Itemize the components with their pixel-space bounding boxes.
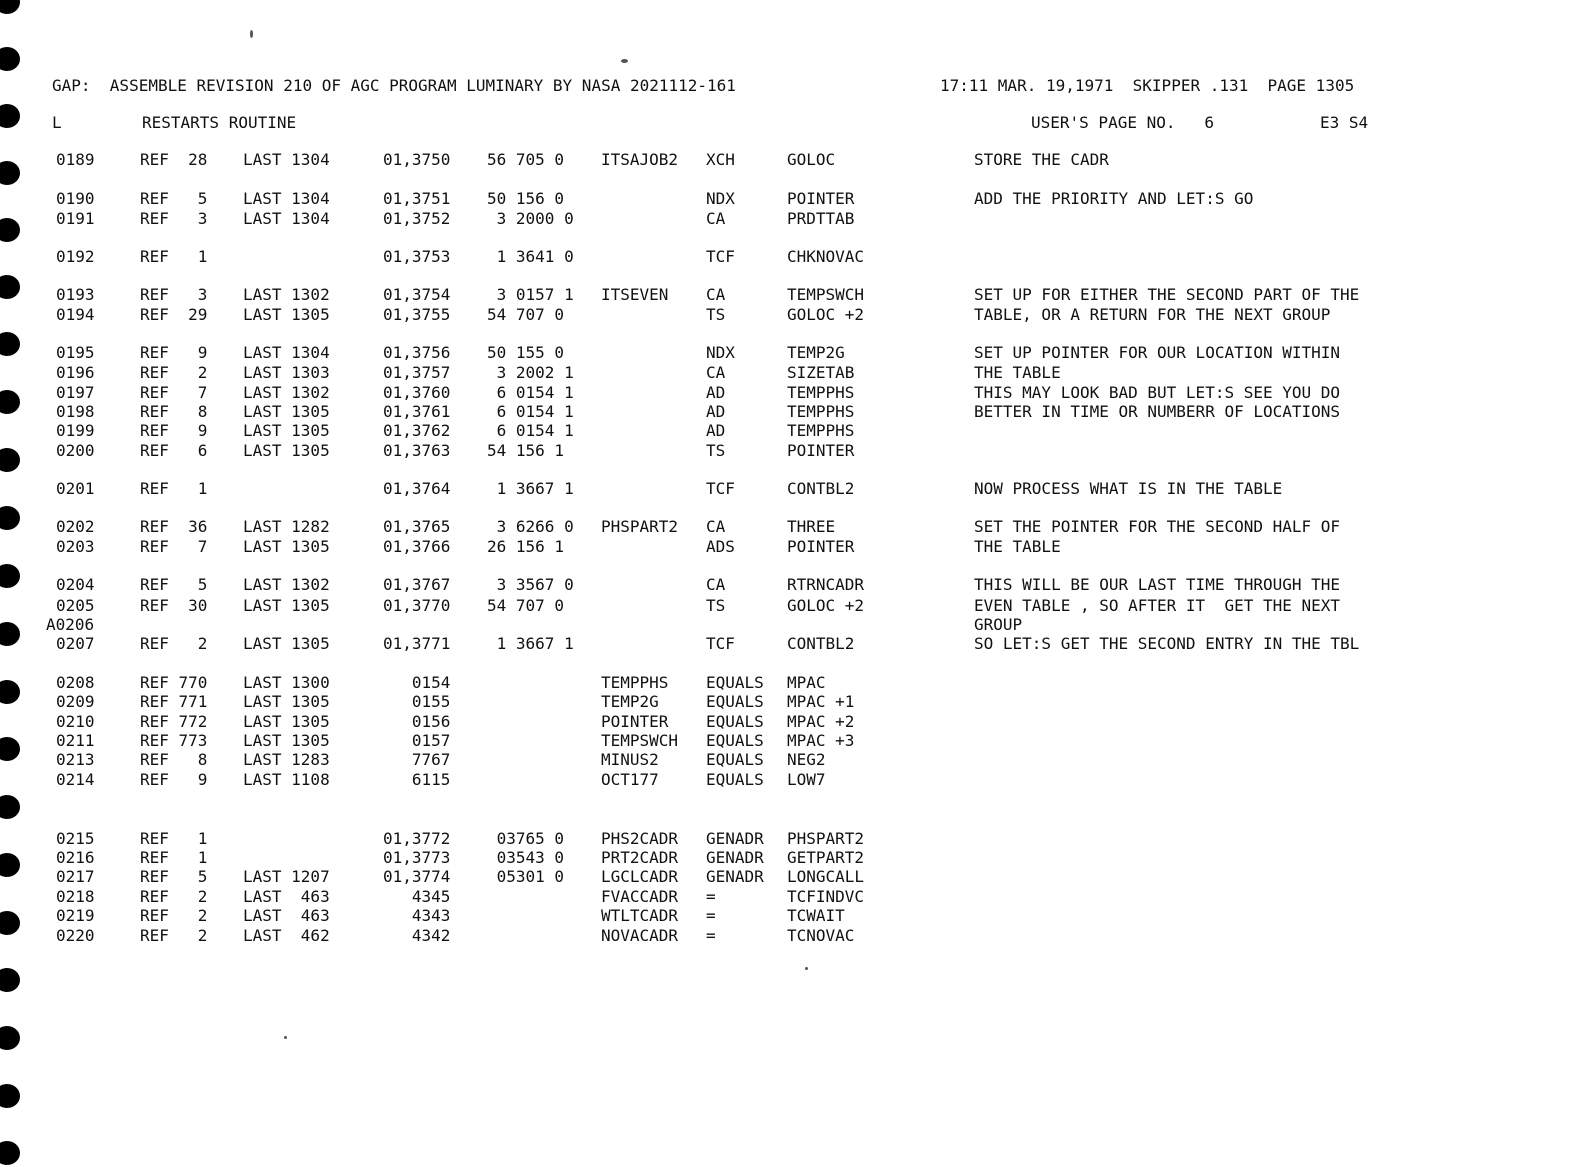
object-code: 3 2002 1 [487,363,574,382]
operand: TEMPPHS [787,383,855,402]
listing-row [0,209,1582,229]
comment: NOW PROCESS WHAT IS IN THE TABLE [974,479,1283,498]
opcode: XCH [706,150,735,169]
opcode: EQUALS [706,712,764,731]
ref-count: REF 7 [140,383,208,402]
operand: PHSPART2 [787,829,865,848]
opcode: = [706,926,716,945]
address: 01,3755 [383,305,451,324]
listing-row [0,906,1582,926]
scan-speck [805,967,808,970]
symbol-label: ITSEVEN [601,285,669,304]
address: 01,3773 [383,848,451,867]
object-code: 3 0157 1 [487,285,574,304]
line-number: 0192 [56,247,95,266]
line-number: 0217 [56,867,95,886]
address: 01,3774 [383,867,451,886]
symbol-label: PHS2CADR [601,829,679,848]
operand: LOW7 [787,770,826,789]
last-ref: LAST 1305 [243,441,330,460]
address: 4342 [383,926,451,945]
address: 0155 [383,692,451,711]
address: 01,3752 [383,209,451,228]
address: 0157 [383,731,451,750]
section-title: RESTARTS ROUTINE [142,113,297,132]
last-ref: LAST 1305 [243,731,330,750]
operand: TCWAIT [787,906,845,925]
listing-row [0,305,1582,325]
last-ref: LAST 1283 [243,750,330,769]
comment: BETTER IN TIME OR NUMBERR OF LOCATIONS [974,402,1341,421]
opcode: GENADR [706,848,764,867]
symbol-label: TEMPPHS [601,673,669,692]
comment: SET UP FOR EITHER THE SECOND PART OF THE [974,285,1360,304]
line-number: 0196 [56,363,95,382]
opcode: EQUALS [706,673,764,692]
line-number: 0193 [56,285,95,304]
listing-row [0,926,1582,946]
address: 01,3753 [383,247,451,266]
operand: NEG2 [787,750,826,769]
ref-count: REF 2 [140,363,208,382]
opcode: = [706,887,716,906]
line-number: 0210 [56,712,95,731]
comment: TABLE, OR A RETURN FOR THE NEXT GROUP [974,305,1331,324]
last-ref: LAST 1108 [243,770,330,789]
operand: CONTBL2 [787,634,855,653]
listing-row [0,402,1582,422]
last-ref: LAST 1305 [243,692,330,711]
operand: MPAC +1 [787,692,855,711]
comment: STORE THE CADR [974,150,1109,169]
address: 0154 [383,673,451,692]
scan-speck [250,30,253,38]
line-number: 0209 [56,692,95,711]
line-number: 0201 [56,479,95,498]
ref-count: REF 7 [140,537,208,556]
symbol-label: FVACCADR [601,887,679,906]
ref-count: REF 6 [140,441,208,460]
object-code: 54 707 0 [487,596,565,615]
ref-count: REF 771 [140,692,208,711]
listing-row [0,887,1582,907]
opcode: GENADR [706,867,764,886]
binder-hole [0,1026,20,1050]
ref-count: REF 770 [140,673,208,692]
last-ref: LAST 1305 [243,596,330,615]
opcode: NDX [706,189,735,208]
comment: SET UP POINTER FOR OUR LOCATION WITHIN [974,343,1341,362]
operand: CONTBL2 [787,479,855,498]
address: 01,3750 [383,150,451,169]
ref-count: REF 5 [140,575,208,594]
comment: THE TABLE [974,537,1061,556]
listing-row [0,634,1582,654]
address: 01,3764 [383,479,451,498]
ref-count: REF 772 [140,712,208,731]
symbol-label: LGCLCADR [601,867,679,886]
line-number: 0218 [56,887,95,906]
operand: TCNOVAC [787,926,855,945]
listing-row [0,692,1582,712]
ref-count: REF 36 [140,517,208,536]
last-ref: LAST 1300 [243,673,330,692]
line-number: 0214 [56,770,95,789]
scan-speck [621,59,628,63]
symbol-label: ITSAJOB2 [601,150,679,169]
last-ref: LAST 1305 [243,305,330,324]
address: 4343 [383,906,451,925]
binder-hole [0,104,20,128]
opcode: EQUALS [706,692,764,711]
operand: TEMPPHS [787,421,855,440]
line-number: 0199 [56,421,95,440]
object-code: 03543 0 [487,848,565,867]
operand: GOLOC [787,150,836,169]
operand: MPAC +3 [787,731,855,750]
opcode: AD [706,402,726,421]
object-code: 3 6266 0 [487,517,574,536]
opcode: CA [706,285,726,304]
address: 01,3770 [383,596,451,615]
operand: TCFINDVC [787,887,865,906]
opcode: NDX [706,343,735,362]
opcode: TCF [706,634,735,653]
ref-count: REF 8 [140,402,208,421]
comment: THIS MAY LOOK BAD BUT LET:S SEE YOU DO [974,383,1341,402]
object-code: 03765 0 [487,829,565,848]
operand: TEMP2G [787,343,845,362]
object-code: 6 0154 1 [487,421,574,440]
line-number: 0204 [56,575,95,594]
address: 0156 [383,712,451,731]
line-number: 0191 [56,209,95,228]
ref-count: REF 2 [140,634,208,653]
ref-count: REF 2 [140,887,208,906]
operand: POINTER [787,189,855,208]
opcode: GENADR [706,829,764,848]
binder-hole [0,968,20,992]
line-number: 0202 [56,517,95,536]
symbol-label: NOVACADR [601,926,679,945]
line-number: 0205 [56,596,95,615]
address: 01,3771 [383,634,451,653]
listing-row [0,731,1582,751]
listing-row [0,363,1582,383]
listing-row [0,829,1582,849]
listing-row [0,712,1582,732]
object-code: 54 156 1 [487,441,565,460]
listing-flag: L [52,113,62,132]
operand: POINTER [787,441,855,460]
last-ref: LAST 1304 [243,189,330,208]
last-ref: LAST 1282 [243,517,330,536]
binder-hole [0,795,20,819]
operand: LONGCALL [787,867,865,886]
object-code: 3 3567 0 [487,575,574,594]
last-ref: LAST 1207 [243,867,330,886]
line-number: 0216 [56,848,95,867]
opcode: CA [706,363,726,382]
object-code: 3 2000 0 [487,209,574,228]
symbol-label: TEMPSWCH [601,731,679,750]
last-ref: LAST 1302 [243,575,330,594]
opcode: CA [706,575,726,594]
address: 01,3761 [383,402,451,421]
line-number: 0190 [56,189,95,208]
object-code: 50 155 0 [487,343,565,362]
line-number: 0194 [56,305,95,324]
last-ref: LAST 1302 [243,383,330,402]
address: 01,3756 [383,343,451,362]
operand: SIZETAB [787,363,855,382]
ref-count: REF 9 [140,421,208,440]
listing-row [0,441,1582,461]
opcode: TS [706,441,726,460]
listing-row [0,575,1582,595]
opcode: = [706,906,716,925]
last-ref: LAST 1305 [243,634,330,653]
comment: GROUP [974,615,1023,634]
line-number: 0220 [56,926,95,945]
operand: CHKNOVAC [787,247,865,266]
ref-count: REF 2 [140,926,208,945]
listing-header-timestamp: 17:11 MAR. 19,1971 SKIPPER .131 PAGE 1305 [940,76,1355,95]
operand: TEMPSWCH [787,285,865,304]
line-number: 0198 [56,402,95,421]
address: 7767 [383,750,451,769]
ref-count: REF 773 [140,731,208,750]
object-code: 54 707 0 [487,305,565,324]
listing-row [0,479,1582,499]
ref-count: REF 29 [140,305,208,324]
object-code: 1 3641 0 [487,247,574,266]
listing-row [0,750,1582,770]
last-ref: LAST 1305 [243,712,330,731]
object-code: 26 156 1 [487,537,565,556]
symbol-label: POINTER [601,712,669,731]
ref-count: REF 1 [140,829,208,848]
line-number: 0213 [56,750,95,769]
listing-row [0,343,1582,363]
address: 01,3763 [383,441,451,460]
operand: RTRNCADR [787,575,865,594]
address: 6115 [383,770,451,789]
last-ref: LAST 1304 [243,343,330,362]
opcode: AD [706,421,726,440]
address: 01,3757 [383,363,451,382]
symbol-label: WTLTCADR [601,906,679,925]
listing-row [0,247,1582,267]
listing-row [0,867,1582,887]
object-code: 56 705 0 [487,150,565,169]
listing-row [0,517,1582,537]
listing-row [0,596,1582,616]
listing-row [0,673,1582,693]
ref-count: REF 5 [140,189,208,208]
ref-count: REF 1 [140,247,208,266]
listing-row [0,285,1582,305]
symbol-label: TEMP2G [601,692,659,711]
operand: GETPART2 [787,848,865,867]
listing-row [0,615,1582,635]
ref-count: REF 9 [140,770,208,789]
last-ref: LAST 1305 [243,402,330,421]
last-ref: LAST 1302 [243,285,330,304]
operand: GOLOC +2 [787,305,865,324]
address: 01,3766 [383,537,451,556]
line-number: 0211 [56,731,95,750]
opcode: CA [706,517,726,536]
ref-count: REF 30 [140,596,208,615]
line-number: 0219 [56,906,95,925]
symbol-label: MINUS2 [601,750,659,769]
last-ref: LAST 463 [243,887,330,906]
last-ref: LAST 1304 [243,150,330,169]
listing-row [0,421,1582,441]
last-ref: LAST 462 [243,926,330,945]
line-number: 0200 [56,441,95,460]
address: 01,3754 [383,285,451,304]
line-number: 0215 [56,829,95,848]
user-page-number: USER'S PAGE NO. 6 [1031,113,1215,132]
ref-count: REF 9 [140,343,208,362]
opcode: ADS [706,537,735,556]
opcode: TCF [706,479,735,498]
ref-count: REF 8 [140,750,208,769]
opcode: TS [706,596,726,615]
line-number: 0208 [56,673,95,692]
address: 01,3751 [383,189,451,208]
listing-row [0,848,1582,868]
last-ref: LAST 1305 [243,421,330,440]
listing-row [0,189,1582,209]
object-code: 1 3667 1 [487,479,574,498]
listing-header-title: GAP: ASSEMBLE REVISION 210 OF AGC PROGRAM LUMINARY BY NASA 2021112-161 [52,76,736,95]
address: 01,3767 [383,575,451,594]
binder-hole [0,0,20,14]
operand: GOLOC +2 [787,596,865,615]
opcode: TCF [706,247,735,266]
listing-row [0,150,1582,170]
symbol-label: PHSPART2 [601,517,679,536]
opcode: CA [706,209,726,228]
operand: MPAC +2 [787,712,855,731]
comment: ADD THE PRIORITY AND LET:S GO [974,189,1254,208]
binder-hole [0,47,20,71]
listing-row [0,537,1582,557]
operand: PRDTTAB [787,209,855,228]
comment: THE TABLE [974,363,1061,382]
ref-count: REF 1 [140,848,208,867]
ref-count: REF 3 [140,285,208,304]
binder-hole [0,1141,20,1165]
ref-count: REF 2 [140,906,208,925]
line-number: 0207 [56,634,95,653]
binder-hole [0,1084,20,1108]
operand: TEMPPHS [787,402,855,421]
opcode: AD [706,383,726,402]
operand: THREE [787,517,836,536]
comment: EVEN TABLE , SO AFTER IT GET THE NEXT [974,596,1341,615]
ref-count: REF 28 [140,150,208,169]
line-number: 0189 [56,150,95,169]
operand: MPAC [787,673,826,692]
address: 01,3772 [383,829,451,848]
ref-count: REF 5 [140,867,208,886]
comment: THIS WILL BE OUR LAST TIME THROUGH THE [974,575,1341,594]
address: 01,3760 [383,383,451,402]
scan-speck [284,1036,287,1039]
listing-row [0,383,1582,403]
page-code: E3 S4 [1320,113,1369,132]
address: 4345 [383,887,451,906]
last-ref: LAST 1305 [243,537,330,556]
object-code: 05301 0 [487,867,565,886]
opcode: EQUALS [706,731,764,750]
comment: SET THE POINTER FOR THE SECOND HALF OF [974,517,1341,536]
comment: SO LET:S GET THE SECOND ENTRY IN THE TBL [974,634,1360,653]
operand: POINTER [787,537,855,556]
line-number: A0206 [46,615,95,634]
line-number: 0203 [56,537,95,556]
symbol-label: OCT177 [601,770,659,789]
last-ref: LAST 1303 [243,363,330,382]
symbol-label: PRT2CADR [601,848,679,867]
address: 01,3762 [383,421,451,440]
last-ref: LAST 1304 [243,209,330,228]
listing-row [0,770,1582,790]
object-code: 6 0154 1 [487,383,574,402]
opcode: EQUALS [706,770,764,789]
last-ref: LAST 463 [243,906,330,925]
line-number: 0197 [56,383,95,402]
object-code: 1 3667 1 [487,634,574,653]
ref-count: REF 3 [140,209,208,228]
address: 01,3765 [383,517,451,536]
line-number: 0195 [56,343,95,362]
opcode: TS [706,305,726,324]
opcode: EQUALS [706,750,764,769]
object-code: 6 0154 1 [487,402,574,421]
ref-count: REF 1 [140,479,208,498]
object-code: 50 156 0 [487,189,565,208]
